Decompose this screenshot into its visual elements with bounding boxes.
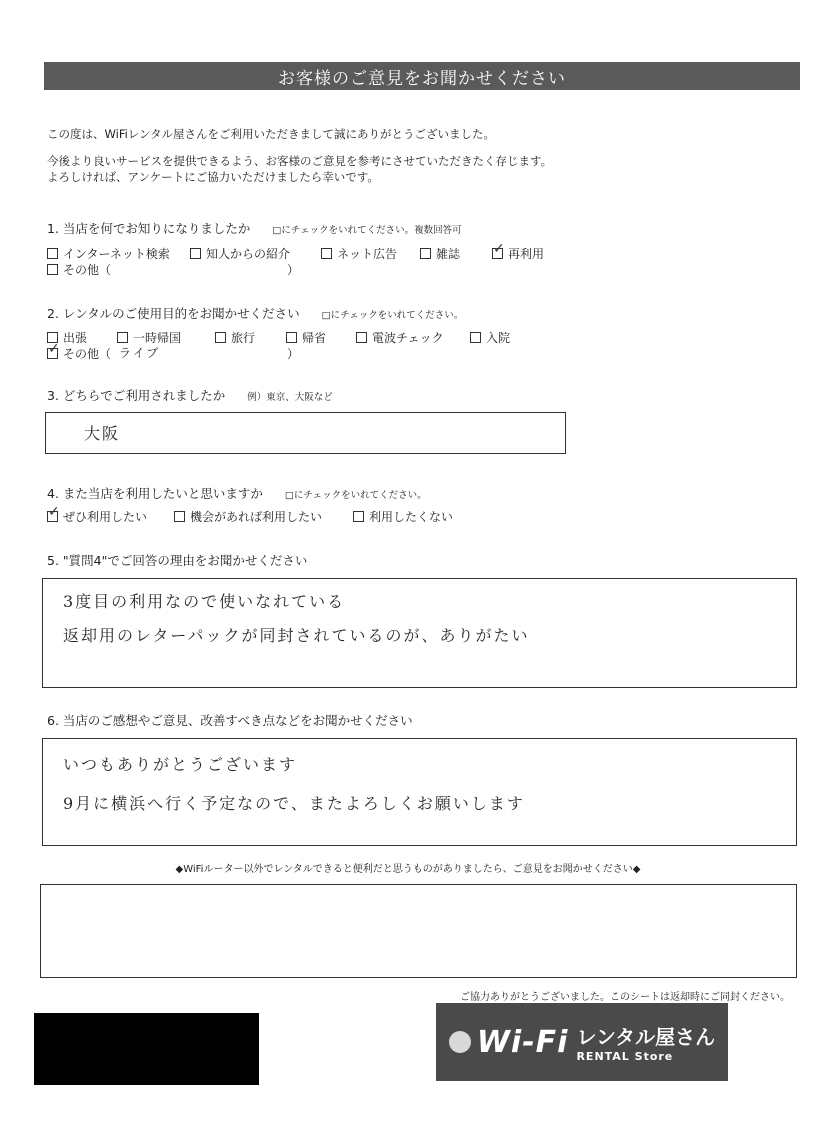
q1-option-0[interactable]: [47, 245, 170, 262]
logo-wifi-mark: Wi-Fi: [476, 1024, 569, 1060]
q2-checkbox-1[interactable]: [117, 332, 128, 343]
q3-label: 3. どちらでご利用されましたか: [47, 388, 226, 403]
q4-checkbox-2[interactable]: [353, 511, 364, 522]
q1-label: 1. 当店を何でお知りになりましたか: [47, 221, 251, 236]
q4-option-label: ぜひ利用したい: [63, 510, 148, 524]
q1-note: □にチェックをいれてください。複数回答可: [272, 225, 462, 236]
q1-checkbox-4[interactable]: [492, 248, 503, 259]
q2-option-4[interactable]: [356, 329, 444, 346]
q2-question: [47, 304, 463, 322]
q5-question: 5. "質問4"でご回答の理由をお聞かせください: [47, 553, 308, 568]
q2-note: □にチェックをいれてください。: [321, 310, 464, 321]
q4-option-1[interactable]: [174, 508, 322, 525]
q4-option-label: 利用したくない: [369, 510, 454, 524]
q2-option-2[interactable]: [215, 329, 255, 346]
logo-en: RENTAL Store: [576, 1050, 674, 1063]
q1-option-label: インターネット検索: [63, 247, 170, 261]
q1-option-4[interactable]: [492, 245, 544, 262]
logo-text: [576, 1021, 715, 1063]
store-logo: [436, 1003, 728, 1081]
q1-question: [47, 219, 462, 237]
intro-line-3: よろしければ、アンケートにご協力いただけましたら幸いです。: [47, 170, 379, 184]
q6-answer-line-2: 9月に横浜へ行く予定なので、またよろしくお願いします: [63, 794, 525, 813]
q2-checkbox-2[interactable]: [215, 332, 226, 343]
q6-answer-line-1: いつもありがとうございます: [63, 755, 298, 774]
q4-checkbox-0[interactable]: [47, 511, 58, 522]
q3-answer: 大阪: [84, 424, 121, 443]
q1-option-other[interactable]: [47, 261, 111, 278]
q5-answer-line-2: 返却用のレターパックが同封されているのが、ありがたい: [63, 626, 530, 645]
q1-option-label: 知人からの紹介: [206, 247, 291, 261]
q2-option-other[interactable]: [47, 345, 111, 362]
q1-option-label: 雑誌: [436, 247, 461, 261]
q2-other-value[interactable]: ライブ: [119, 346, 161, 360]
q6-question: 6. 当店のご感想やご意見、改善すべき点などをお聞かせください: [47, 713, 413, 728]
q1-checkbox-1[interactable]: [190, 248, 201, 259]
q3-answer-box[interactable]: [45, 412, 566, 454]
q4-options: [47, 508, 767, 526]
intro-line-2: 今後より良いサービスを提供できるよう、お客様のご意見を参考にさせていただきたく存じます。: [47, 154, 553, 168]
q2-option-label: 出張: [63, 331, 88, 345]
q2-option-label: 入院: [486, 331, 511, 345]
q3-question: [47, 386, 333, 404]
q1-checkbox-2[interactable]: [321, 248, 332, 259]
q2-label: 2. レンタルのご使用目的をお聞かせください: [47, 306, 300, 321]
q4-option-2[interactable]: [353, 508, 453, 525]
q1-checkbox-0[interactable]: [47, 248, 58, 259]
q5-answer-line-1: 3度目の利用なので使いなれている: [63, 592, 346, 611]
q2-checkbox-3[interactable]: [286, 332, 297, 343]
q1-option-3[interactable]: [420, 245, 460, 262]
q2-other-close: ）: [287, 347, 300, 361]
q1-other-label: その他（: [63, 263, 112, 277]
q1-option-label: 再利用: [508, 247, 545, 261]
q2-option-5[interactable]: [470, 329, 510, 346]
intro-line-1: この度は、WiFiレンタル屋さんをご利用いただきまして誠にありがとうございました。: [47, 127, 496, 141]
q2-other: [47, 345, 767, 363]
q4-label: 4. また当店を利用したいと思いますか: [47, 486, 263, 501]
q2-option-label: 電波チェック: [372, 331, 444, 345]
q1-other-close: ）: [287, 263, 300, 277]
q5-answer-box[interactable]: [42, 578, 797, 688]
q2-checkbox-other[interactable]: [47, 348, 58, 359]
q2-checkbox-5[interactable]: [470, 332, 481, 343]
q4-checkbox-1[interactable]: [174, 511, 185, 522]
q4-question: [47, 484, 427, 502]
logo-jp: レンタル屋さん: [576, 1025, 716, 1049]
q1-checkbox-3[interactable]: [420, 248, 431, 259]
redaction-block: [34, 1013, 259, 1085]
q2-option-label: 旅行: [231, 331, 256, 345]
footer-note: ご協力ありがとうございました。このシートは返却時にご同封ください。: [460, 992, 790, 1003]
q2-checkbox-4[interactable]: [356, 332, 367, 343]
page-title: お客様のご意見をお聞かせください: [44, 62, 800, 90]
q4-option-label: 機会があれば利用したい: [190, 510, 323, 524]
q2-option-label: 帰省: [302, 331, 327, 345]
q6-answer-box[interactable]: [42, 738, 797, 846]
q1-option-2[interactable]: [321, 245, 397, 262]
q1-option-1[interactable]: [190, 245, 290, 262]
q3-note: 例）東京、大阪など: [247, 392, 333, 403]
crown-mascot-icon: [449, 1031, 471, 1053]
q2-option-label: 一時帰国: [133, 331, 182, 345]
q2-other-label: その他（: [63, 347, 112, 361]
q7-question: ◆WiFiルーター以外でレンタルできると便利だと思うものがありましたら、ご意見をお聞かせください◆: [175, 864, 641, 875]
q4-note: □にチェックをいれてください。: [284, 490, 427, 501]
q4-option-0[interactable]: [47, 508, 147, 525]
q7-answer-box[interactable]: [40, 884, 797, 978]
q2-option-3[interactable]: [286, 329, 326, 346]
q1-option-label: ネット広告: [337, 247, 398, 261]
q1-checkbox-other[interactable]: [47, 264, 58, 275]
q1-other: [47, 261, 767, 279]
